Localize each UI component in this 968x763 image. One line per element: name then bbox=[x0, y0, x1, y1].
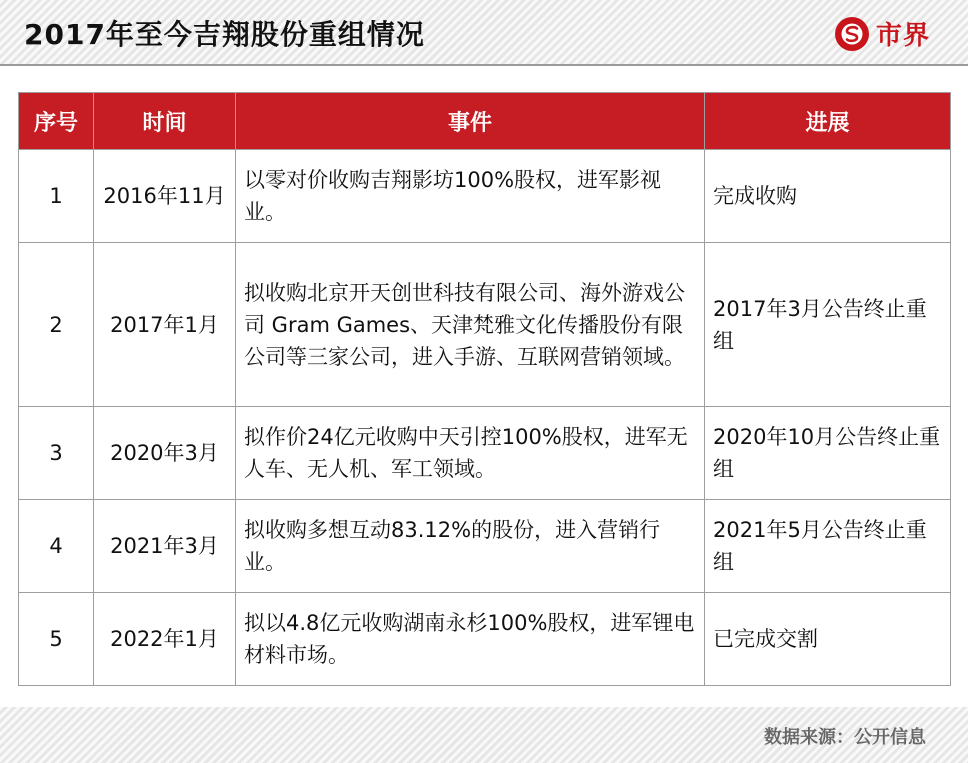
column-header-index: 序号 bbox=[19, 93, 94, 150]
logo-text: 市界 bbox=[875, 21, 930, 51]
cell-date: 2020年3月 bbox=[94, 407, 236, 500]
cell-progress: 2021年5月公告终止重组 bbox=[705, 500, 951, 593]
table-header-row bbox=[19, 93, 951, 150]
footer-bar bbox=[0, 707, 968, 763]
cell-event: 以零对价收购吉翔影坊100%股权，进军影视业。 bbox=[236, 150, 705, 243]
column-header-date: 时间 bbox=[94, 93, 236, 150]
cell-progress: 完成收购 bbox=[705, 150, 951, 243]
table-row bbox=[19, 593, 951, 686]
restructuring-table bbox=[18, 92, 951, 686]
cell-index: 5 bbox=[19, 593, 94, 686]
table-row bbox=[19, 243, 951, 407]
cell-progress: 已完成交割 bbox=[705, 593, 951, 686]
cell-index: 2 bbox=[19, 243, 94, 407]
cell-event: 拟作价24亿元收购中天引控100%股权，进军无人车、无人机、军工领域。 bbox=[236, 407, 705, 500]
cell-index: 1 bbox=[19, 150, 94, 243]
cell-date: 2021年3月 bbox=[94, 500, 236, 593]
cell-date: 2016年11月 bbox=[94, 150, 236, 243]
column-header-event: 事件 bbox=[236, 93, 705, 150]
cell-event: 拟收购北京开天创世科技有限公司、海外游戏公司 Gram Games、天津梵雅文化传播股份有限公司等三家公司，进入手游、互联网营销领域。 bbox=[236, 243, 705, 407]
cell-index: 3 bbox=[19, 407, 94, 500]
header-bar bbox=[0, 0, 968, 66]
page-title: 2017年至今吉翔股份重组情况 bbox=[24, 18, 425, 51]
cell-progress: 2017年3月公告终止重组 bbox=[705, 243, 951, 407]
table-row bbox=[19, 407, 951, 500]
brand-logo bbox=[834, 15, 930, 52]
cell-progress: 2020年10月公告终止重组 bbox=[705, 407, 951, 500]
cell-index: 4 bbox=[19, 500, 94, 593]
cell-event: 拟以4.8亿元收购湖南永杉100%股权，进军锂电材料市场。 bbox=[236, 593, 705, 686]
cell-date: 2022年1月 bbox=[94, 593, 236, 686]
data-source-note: 数据来源：公开信息 bbox=[764, 727, 926, 748]
logo-mark-icon bbox=[834, 16, 870, 52]
cell-event: 拟收购多想互动83.12%的股份，进入营销行业。 bbox=[236, 500, 705, 593]
column-header-progress: 进展 bbox=[705, 93, 951, 150]
cell-date: 2017年1月 bbox=[94, 243, 236, 407]
table-row bbox=[19, 500, 951, 593]
table-row bbox=[19, 150, 951, 243]
